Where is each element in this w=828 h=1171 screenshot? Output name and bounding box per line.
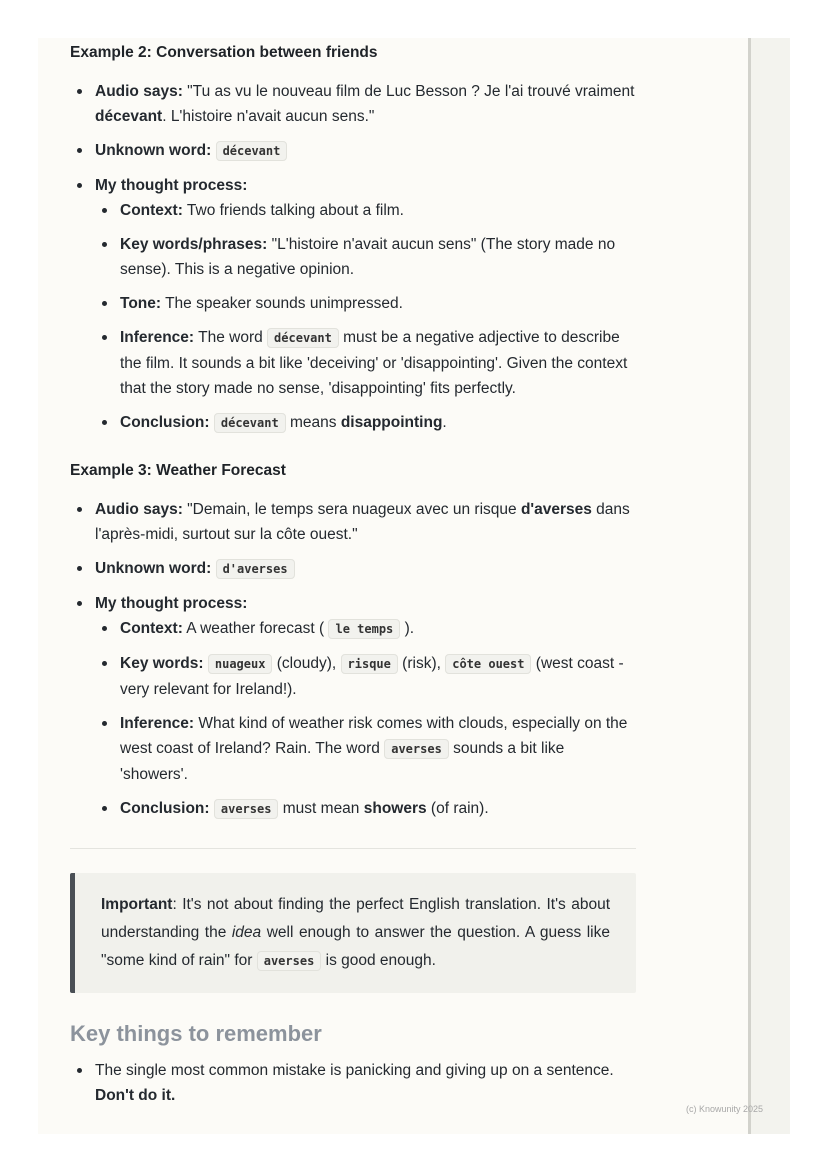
list-item [70,138,636,164]
right-margin-rail [748,38,790,1134]
key-word-gloss: (cloudy), [272,655,341,672]
inference-post: sounds a bit like 'showers'. [120,740,565,783]
list-item [95,291,636,316]
list-item [70,497,636,547]
list-item [95,198,636,223]
conclusion-mid: must mean [278,800,364,817]
list-item [95,616,636,642]
inference-pre: The word [194,329,268,346]
list-item [70,79,636,129]
conclusion-end: (of rain). [426,800,489,817]
copyright-footer: (c) Knowunity 2025 [686,1104,764,1114]
tone-label: Tone: [120,295,162,312]
key-things-list [70,1058,636,1108]
list-item [95,232,636,282]
context-code: le temps [328,619,400,639]
conclusion-code: décevant [214,413,286,433]
key-words-label: Key words: [120,655,204,672]
audio-bold-word: décevant [95,108,163,125]
key-things-heading: Key things to remember [70,1021,322,1046]
list-item [70,173,636,436]
key-word-code: côte ouest [445,654,531,674]
inference-pre: What kind of weather risk comes with clouds, especially on the west coast of Ireland? Rain. The word [120,715,628,757]
key-word-code: nuageux [208,654,273,674]
conclusion-mid: means [285,414,341,431]
audio-label: Audio says: [95,83,183,100]
audio-text-post: . L'histoire n'avait aucun sens." [162,108,375,125]
unknown-word-label: Unknown word: [95,142,212,159]
audio-bold-word: d'averses [520,501,592,518]
conclusion-code: averses [214,799,279,819]
context-text: Two friends talking about a film. [182,202,404,219]
list-item [95,711,636,787]
list-item [70,1058,636,1108]
key-thing-bold: Don't do it. [95,1087,176,1104]
list-item [70,591,636,822]
audio-text-pre: "Tu as vu le nouveau film de Luc Besson ? Je l'ai trouvé vraiment [187,83,635,100]
section-divider [70,848,636,849]
unknown-word-label: Unknown word: [95,560,212,577]
example-3-list [70,497,636,822]
callout-italic: idea [231,924,262,941]
conclusion-bold: showers [363,800,427,817]
list-item [95,410,636,436]
context-label: Context: [120,202,183,219]
callout-text: is good enough. [321,952,436,969]
inference-code: averses [384,739,449,759]
inference-label: Inference: [120,715,195,732]
key-words-text: "L'histoire n'avait aucun sens" (The story made no sense). This is a negative opinion. [120,236,616,278]
context-label: Context: [120,620,183,637]
list-item [70,556,636,582]
list-item [95,651,636,702]
thought-process-label: My thought process: [95,177,248,194]
thought-process-list [95,616,636,822]
audio-text-pre: "Demain, le temps sera nuageux avec un risque [187,501,521,518]
list-item [95,796,636,822]
key-words-label: Key words/phrases: [120,236,268,253]
callout-text: well enough to answer the question. A guess like "some kind of rain" for [101,924,610,969]
example-3-heading: Example 3: Weather Forecast [70,462,286,479]
key-word-code: risque [341,654,398,674]
unknown-word-code: décevant [216,141,288,161]
context-pre: A weather forecast ( [182,620,325,637]
conclusion-label: Conclusion: [120,800,210,817]
audio-text-post: dans l'après-midi, surtout sur la côte ouest." [95,501,630,543]
callout-code: averses [257,951,322,971]
example-2-list [70,79,636,436]
important-callout [70,873,636,993]
unknown-word-code: d'averses [216,559,295,579]
callout-label: Important [101,896,173,913]
inference-label: Inference: [120,329,195,346]
key-word-gloss: (risk), [397,655,446,672]
tone-text: The speaker sounds unimpressed. [161,295,403,312]
thought-process-label: My thought process: [95,595,248,612]
thought-process-list [95,198,636,436]
inference-code: décevant [267,328,339,348]
inference-post: must be a negative adjective to describe the film. It sounds a bit like 'deceiving' or 'disappointing'. Given the context that the story made no sense, 'disappointing' fits perfectly. [120,329,628,397]
document-content [70,40,636,1108]
callout-text: : It's not about finding the perfect English translation. It's about understanding the [101,896,610,941]
conclusion-bold: disappointing [340,414,443,431]
conclusion-end: . [442,414,447,431]
context-post: ). [404,620,415,637]
example-2-heading: Example 2: Conversation between friends [70,44,378,61]
conclusion-label: Conclusion: [120,414,210,431]
audio-label: Audio says: [95,501,183,518]
key-word-gloss: (west coast - very relevant for Ireland!). [120,655,624,698]
list-item [95,325,636,401]
key-thing-text: The single most common mistake is panicking and giving up on a sentence. [95,1062,614,1079]
